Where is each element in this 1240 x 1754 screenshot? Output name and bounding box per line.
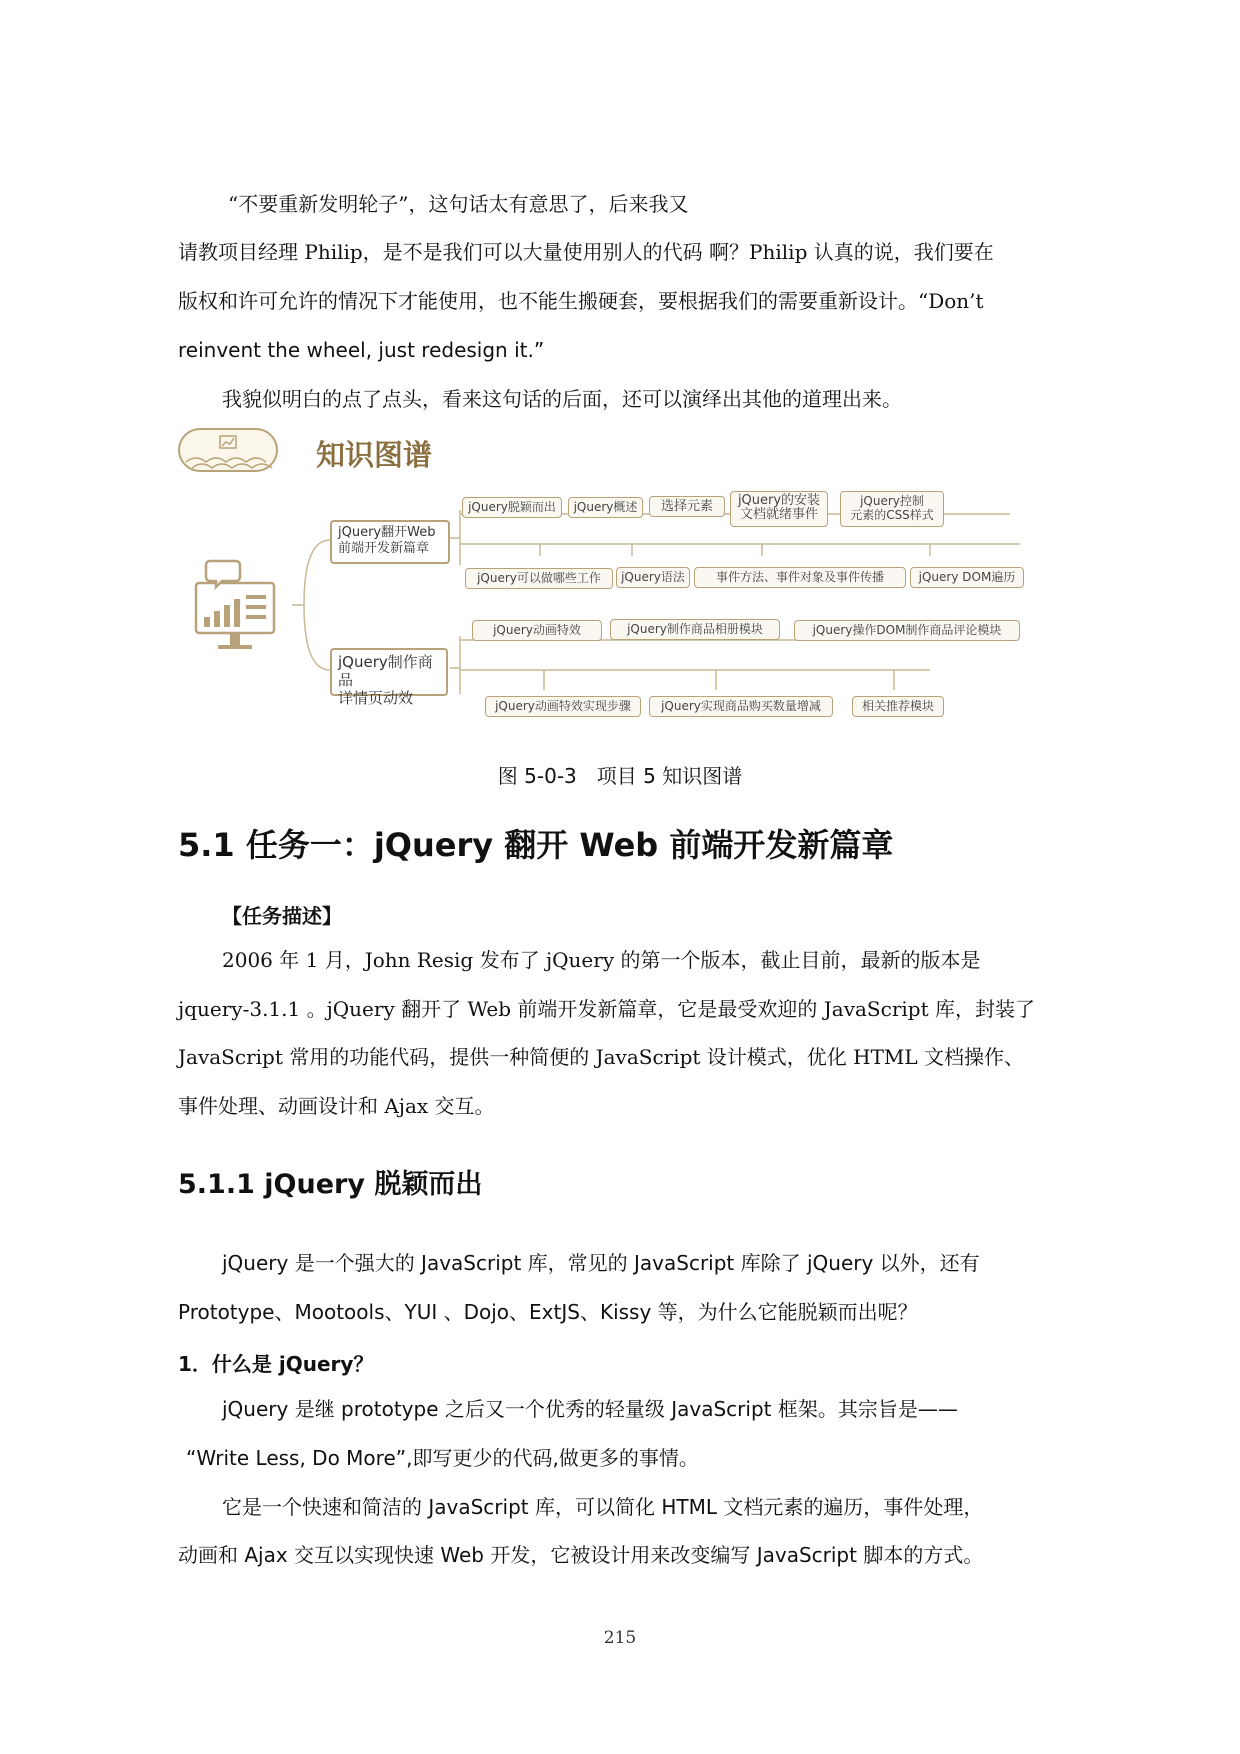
page-number: 215 xyxy=(603,1628,637,1648)
map-node: jQuery脱颖而出 xyxy=(462,497,562,518)
monitor-chart-icon xyxy=(190,555,280,655)
map-node: jQuery控制 元素的CSS样式 xyxy=(840,491,944,527)
map-node: jQuery DOM遍历 xyxy=(910,567,1024,588)
paragraph-line: 动画和 Ajax 交互以实现快速 Web 开发，它被设计用来改变编写 JavaScript 脚本的方式。 xyxy=(178,1543,984,1567)
map-node: jQuery制作商品相册模块 xyxy=(610,619,780,640)
paragraph-line: reinvent the wheel, just redesign it.” xyxy=(178,338,545,362)
map-node: jQuery概述 xyxy=(568,497,643,518)
paragraph-line: 它是一个快速和简洁的 JavaScript 库，可以简化 HTML 文档元素的遍历，事件处理， xyxy=(222,1495,984,1519)
banner-badge-icon xyxy=(178,428,278,472)
paragraph-line: jQuery 是一个强大的 JavaScript 库，常见的 JavaScript 库除了 jQuery 以外，还有 xyxy=(222,1251,980,1275)
map-branch-product-effects: jQuery制作商品 详情页动效 xyxy=(330,648,448,696)
paragraph-line: JavaScript 常用的功能代码，提供一种简便的 JavaScript 设计模式，优化 HTML 文档操作、 xyxy=(178,1045,1025,1069)
paragraph-line: 请教项目经理 Philip，是不是我们可以大量使用别人的代码 啊？Philip 认真的说，我们要在 xyxy=(178,240,994,264)
map-node: jQuery的安装 文档就绪事件 xyxy=(730,491,828,527)
figure-caption: 图 5-0-3 项目 5 知识图谱 xyxy=(497,764,743,788)
paragraph-line: “Write Less, Do More”,即写更少的代码,做更多的事情。 xyxy=(186,1446,699,1470)
task-description-label: 【任务描述】 xyxy=(222,904,342,928)
map-node: 相关推荐模块 xyxy=(852,696,944,717)
map-node: jQuery可以做哪些工作 xyxy=(465,568,613,589)
map-node: jQuery语法 xyxy=(616,567,690,588)
paragraph-line: 版权和许可允许的情况下才能使用，也不能生搬硬套，要根据我们的需要重新设计。“Don’t xyxy=(178,289,984,313)
map-node: jQuery操作DOM制作商品评论模块 xyxy=(794,620,1020,641)
question-heading: 1．什么是 jQuery？ xyxy=(178,1352,374,1376)
paragraph-line: 我貌似明白的点了点头，看来这句话的后面，还可以演绎出其他的道理出来。 xyxy=(222,387,902,411)
knowledge-map-title: 知识图谱 xyxy=(316,438,433,472)
map-node: 事件方法、事件对象及事件传播 xyxy=(694,567,906,588)
paragraph-line: jquery-3.1.1 。jQuery 翻开了 Web 前端开发新篇章，它是最受欢迎的 JavaScript 库，封装了 xyxy=(178,997,1035,1021)
map-node: jQuery实现商品购买数量增减 xyxy=(649,696,833,717)
paragraph-line: 事件处理、动画设计和 Ajax 交互。 xyxy=(178,1094,495,1118)
map-branch-jquery-intro: jQuery翻开Web 前端开发新篇章 xyxy=(330,520,450,564)
map-node: 选择元素 xyxy=(649,496,725,517)
paragraph-line: jQuery 是继 prototype 之后又一个优秀的轻量级 JavaScript 框架。其宗旨是—— xyxy=(222,1397,958,1421)
section-title: 5.1 任务一：jQuery 翻开 Web 前端开发新篇章 xyxy=(178,826,894,864)
paragraph-line: 2006 年 1 月，John Resig 发布了 jQuery 的第一个版本，截止目前，最新的版本是 xyxy=(222,948,981,972)
paragraph-line: “不要重新发明轮子”，这句话太有意思了，后来我又 xyxy=(228,192,689,216)
map-node: jQuery动画特效 xyxy=(472,620,602,641)
subsection-title: 5.1.1 jQuery 脱颖而出 xyxy=(178,1169,483,1200)
map-node: jQuery动画特效实现步骤 xyxy=(485,696,641,717)
paragraph-line: Prototype、Mootools、YUI 、Dojo、ExtJS、Kissy 等，为什么它能脱颖而出呢？ xyxy=(178,1300,918,1324)
